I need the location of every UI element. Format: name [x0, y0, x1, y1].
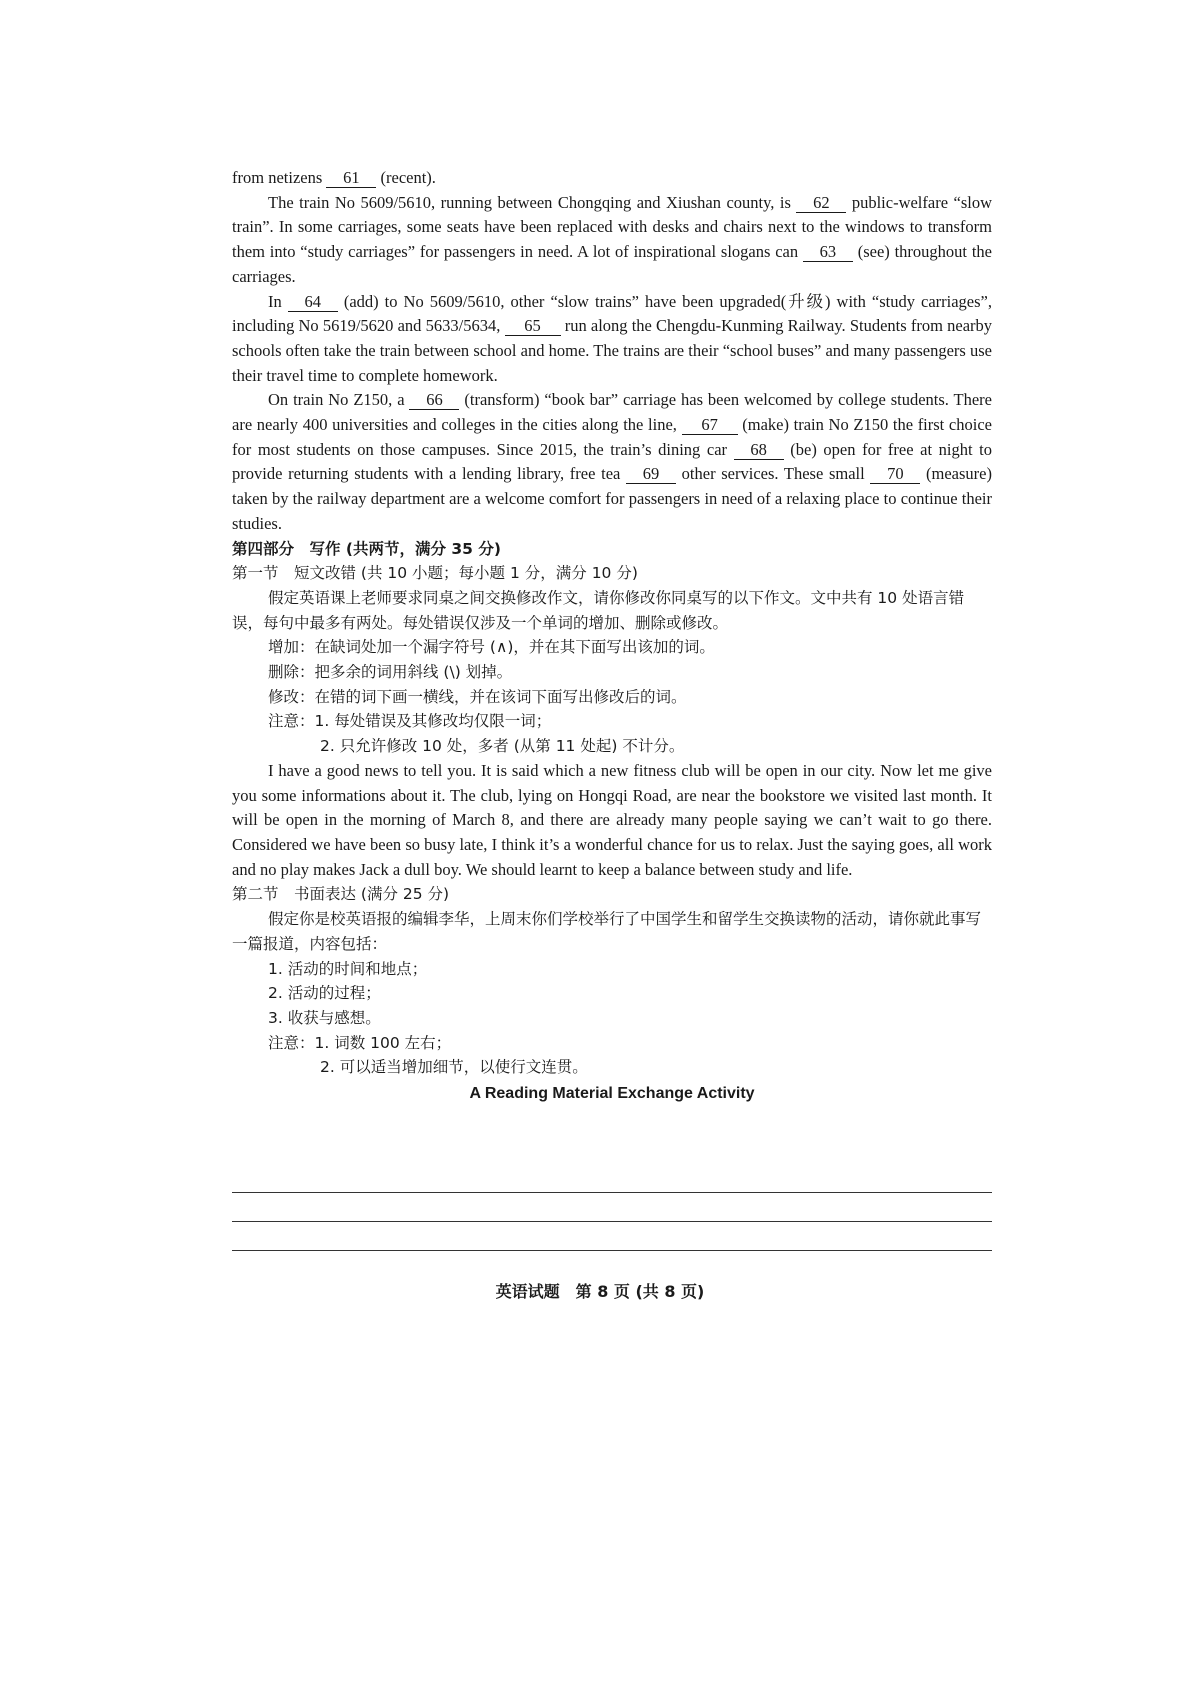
passage-text: (see) throughout the carriages. — [232, 242, 992, 286]
passage-text: The train No 5609/5610, running between Chongqing and Xiushan county, is — [268, 192, 797, 212]
rule-delete: 删除：把多余的词用斜线 (\) 划掉。 — [268, 663, 513, 682]
section1-title: 第一节 短文改错 (共 10 小题；每小题 1 分，满分 10 分) — [232, 564, 638, 583]
blank-62[interactable]: 62 — [796, 193, 846, 213]
passage-text: from netizens — [232, 168, 327, 187]
passage-text: On train No Z150, a — [268, 390, 410, 410]
section1-instruction: 假定英语课上老师要求同桌之间交换修改作文，请你修改你同桌写的以下作文。文中共有 10 处语言错误，每句中最多有两处。每处错误仅涉及一个单词的增加、删除或修改。 — [232, 588, 965, 632]
passage-paragraph-1 — [232, 191, 992, 290]
passage-text: run along the Chengdu-Kunming Railway. Students from nearby schools often take the train between school and home. The trains are their “school buses” and many passengers use their travel time to complete homework. — [232, 316, 993, 385]
passage-paragraph-2 — [232, 290, 992, 389]
passage-text: (be) open for free at night to provide returning students with a lending library, free tea — [232, 439, 992, 484]
writing-line-2[interactable] — [232, 1221, 992, 1222]
content-item-1: 1. 活动的时间和地点； — [268, 959, 428, 978]
passage-text: (add) to No 5609/5610, other “slow trains” have been upgraded(升级) with “study carriages”, including No 5619/5620 and 5633/5634, — [232, 291, 992, 336]
passage-text: (recent). — [376, 168, 436, 187]
essay-title: A Reading Material Exchange Activity — [469, 1085, 755, 1103]
passage-text: other services. These small — [676, 464, 871, 484]
rule-modify: 修改：在错的词下画一横线，并在该词下面写出修改后的词。 — [268, 687, 687, 706]
part4-heading: 第四部分 写作 (共两节，满分 35 分) — [232, 539, 501, 558]
content-item-3: 3. 收获与感想。 — [268, 1008, 381, 1027]
section1-note-1: 注意：1. 每处错误及其修改均仅限一词； — [268, 712, 552, 731]
content-item-2: 2. 活动的过程； — [268, 984, 381, 1003]
blank-63[interactable]: 63 — [803, 242, 853, 262]
page-content — [232, 166, 992, 1107]
passage-paragraph-0 — [232, 166, 992, 191]
blank-68[interactable]: 68 — [734, 440, 784, 460]
section2-note-1: 注意：1. 词数 100 左右； — [268, 1033, 452, 1052]
blank-64[interactable]: 64 — [288, 292, 338, 312]
writing-line-3[interactable] — [232, 1250, 992, 1251]
blank-66[interactable]: 66 — [409, 390, 459, 410]
section2-title: 第二节 书面表达 (满分 25 分) — [232, 885, 450, 904]
blank-70[interactable]: 70 — [870, 464, 920, 484]
passage-paragraph-3 — [232, 388, 992, 536]
passage-text: (measure) taken by the railway department are a welcome comfort for passengers in need of a relaxing place to continue their studies. — [232, 464, 992, 533]
rule-add: 增加：在缺词处加一个漏字符号 (∧)，并在其下面写出该加的词。 — [268, 638, 715, 657]
passage-text: (make) train No Z150 the first choice for most students on those campuses. Since 2015, the train’s dining car — [232, 415, 992, 459]
page-footer: 英语试题 第 8 页 (共 8 页) — [495, 1282, 705, 1301]
passage-text: public-welfare “slow train”. In some carriages, some seats have been replaced with desks and chairs next to the windows to transform them into “study carriages” for passengers in need. A lot of inspirational slogans can — [232, 192, 992, 262]
blank-61[interactable]: 61 — [326, 168, 376, 188]
error-correction-essay: I have a good news to tell you. It is said which a new fitness club will be open in our city. Now let me give you some informations about it. The club, lying on Hongqi Road, are near the bookstore we visited last month. It will be open in the morning of March 8, and there are already many people saying we can’t wait to go there. Considered we have been so busy late, I think it’s a wonderful chance for us to relax. Just the saying goes, all work and no play makes Jack a dull boy. We should learnt to keep a balance between study and life. — [232, 760, 992, 879]
section1-note-2: 2. 只允许修改 10 处，多者 (从第 11 处起) 不计分。 — [320, 737, 685, 756]
section2-note-2: 2. 可以适当增加细节，以使行文连贯。 — [320, 1058, 588, 1077]
section2-instruction: 假定你是校英语报的编辑李华，上周末你们学校举行了中国学生和留学生交换读物的活动，请你就此事写一篇报道，内容包括： — [232, 910, 982, 953]
blank-69[interactable]: 69 — [626, 464, 676, 484]
passage-text: (transform) “book bar” carriage has been welcomed by college students. There are nearly 400 universities and colleges in the cities along the line, — [232, 390, 992, 435]
blank-67[interactable]: 67 — [682, 415, 738, 435]
writing-line-1[interactable] — [232, 1192, 992, 1193]
blank-65[interactable]: 65 — [505, 316, 561, 336]
passage-text: In — [268, 291, 288, 311]
